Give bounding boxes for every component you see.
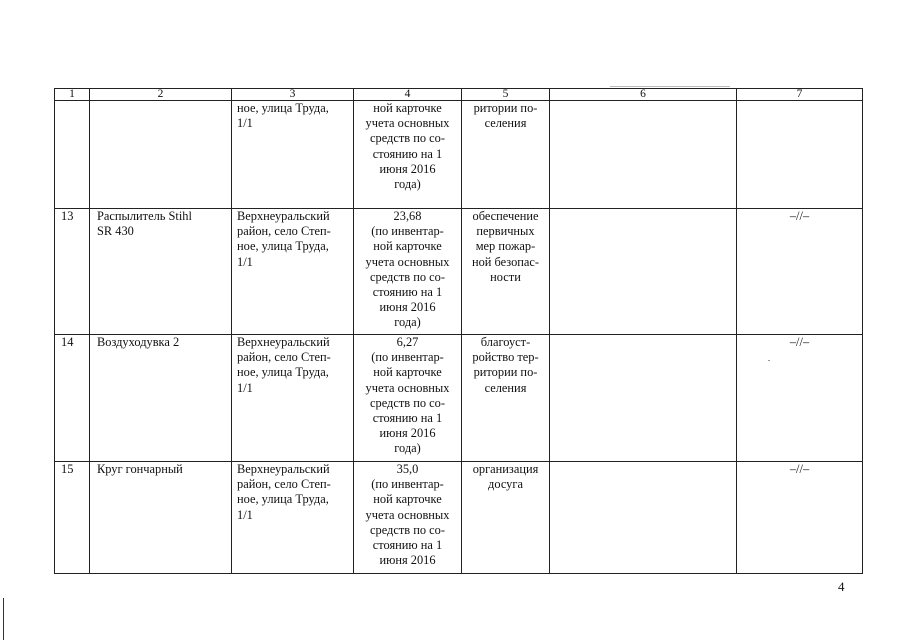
item-owner [550, 462, 737, 574]
scan-artifact-edge [3, 598, 4, 640]
item-value: 35,0 (по инвентар- ной карточке учета основных средств по со- стоянию на 1 июня 2016 [354, 462, 462, 574]
item-address: Верхнеуральский район, село Степ- ное, улица Труда, 1/1 [232, 462, 354, 574]
item-name: Круг гончарный [90, 462, 232, 574]
item-note [737, 101, 863, 209]
header-cell: 3 [232, 89, 354, 101]
item-value: 23,68 (по инвентар- ной карточке учета основных средств по со- стоянию на 1 июня 2016 года) [354, 209, 462, 335]
table-row [55, 462, 863, 574]
item-name [90, 101, 232, 209]
item-note: –//– [737, 462, 863, 574]
scan-artifact-dot [768, 360, 770, 361]
item-note: –//– [737, 335, 863, 462]
row-number: 14 [55, 335, 90, 462]
table-row [55, 101, 863, 209]
item-owner [550, 209, 737, 335]
item-name: Воздуходувка 2 [90, 335, 232, 462]
item-address: Верхнеуральский район, село Степ- ное, улица Труда, 1/1 [232, 209, 354, 335]
header-cell: 4 [354, 89, 462, 101]
header-cell: 5 [462, 89, 550, 101]
table-row [55, 209, 863, 335]
item-purpose: ритории по- селения [462, 101, 550, 209]
item-value: ной карточке учета основных средств по со- стоянию на 1 июня 2016 года) [354, 101, 462, 209]
header-cell: 2 [90, 89, 232, 101]
item-purpose: благоуст- ройство тер- ритории по- селения [462, 335, 550, 462]
scan-artifact-line [610, 86, 730, 87]
property-table [54, 88, 863, 574]
header-cell: 6 [550, 89, 737, 101]
table-header-row [55, 89, 863, 101]
header-cell: 7 [737, 89, 863, 101]
item-address: Верхнеуральский район, село Степ- ное, улица Труда, 1/1 [232, 335, 354, 462]
item-name: Распылитель Stihl SR 430 [90, 209, 232, 335]
row-number: 15 [55, 462, 90, 574]
row-number [55, 101, 90, 209]
item-owner [550, 335, 737, 462]
item-address: ное, улица Труда, 1/1 [232, 101, 354, 209]
table-row [55, 335, 863, 462]
item-value: 6,27 (по инвентар- ной карточке учета основных средств по со- стоянию на 1 июня 2016 года) [354, 335, 462, 462]
header-cell: 1 [55, 89, 90, 101]
page-number: 4 [838, 579, 845, 594]
item-owner [550, 101, 737, 209]
item-purpose: организация досуга [462, 462, 550, 574]
item-purpose: обеспечение первичных мер пожар- ной безопас- ности [462, 209, 550, 335]
row-number: 13 [55, 209, 90, 335]
item-note: –//– [737, 209, 863, 335]
